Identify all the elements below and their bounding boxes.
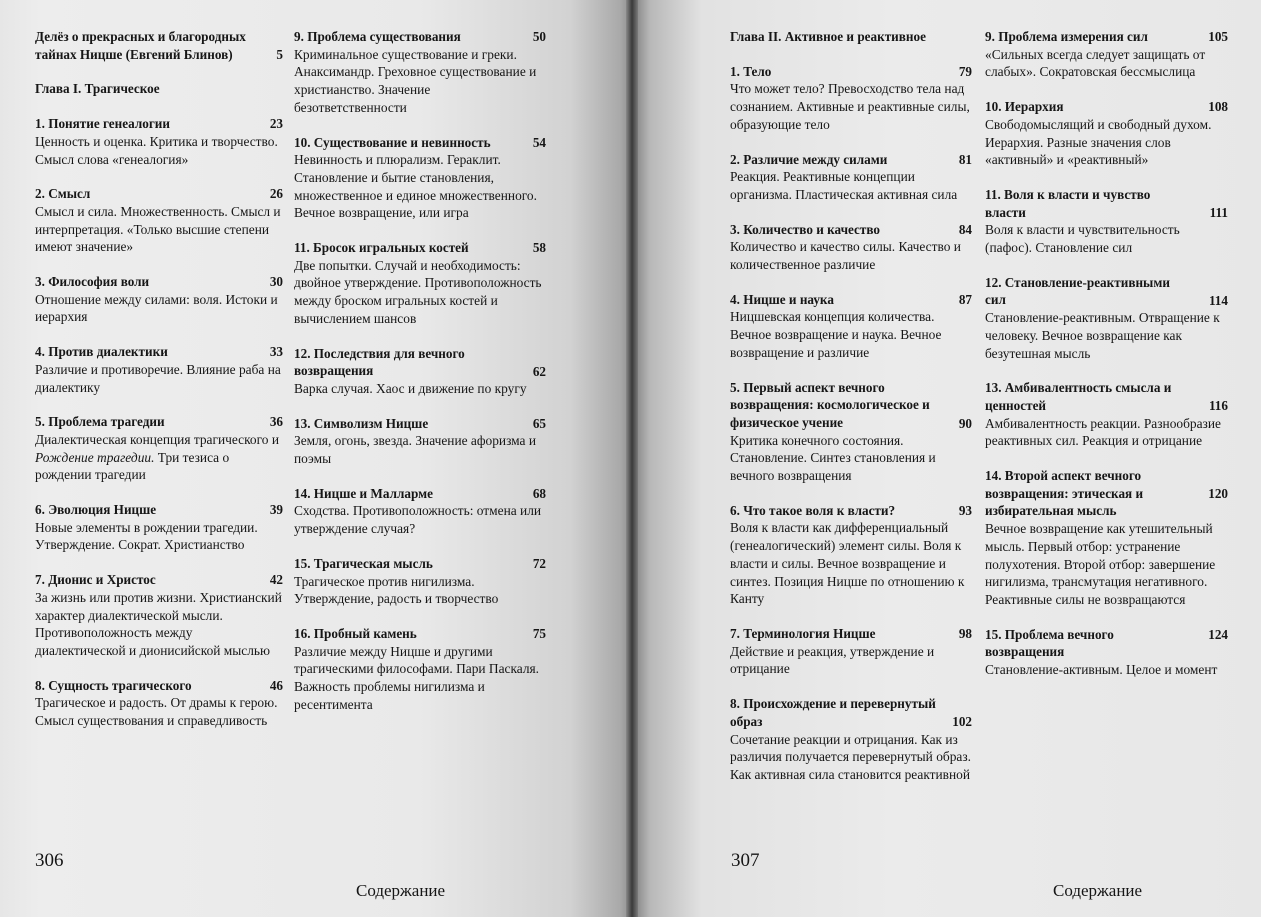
- toc-entry-title: 5. Первый аспект вечного возвращения: космологическое и физическое учение: [730, 379, 930, 430]
- toc-entry-subtopics: Количество и качество силы. Качество и количественное различие: [730, 239, 961, 273]
- toc-entry-page: 114: [1208, 292, 1228, 308]
- toc-entry-title: 4. Ницше и наука: [730, 291, 834, 307]
- toc-entry-page: 42: [269, 572, 283, 588]
- toc-entry-page: 46: [269, 677, 283, 693]
- toc-entry-page: 105: [1208, 29, 1228, 44]
- toc-entry-page: 68: [532, 485, 546, 501]
- toc-entry-title: 1. Тело: [730, 63, 772, 79]
- toc-entry-title: 2. Смысл: [35, 186, 91, 202]
- toc-entry-subtopics: Амбивалентность реакции. Разнообразие реактивных сил. Реакция и отрицание: [985, 415, 1221, 449]
- toc-entry: [294, 485, 546, 538]
- toc-entry: [35, 185, 283, 256]
- toc-column-2: [294, 28, 546, 731]
- toc-entry-subtopics: Ницшевская концепция количества. Вечное возвращение и наука. Вечное возвращение и различие: [730, 309, 942, 360]
- page-number: 307: [731, 850, 760, 871]
- toc-entry-page: 26: [269, 186, 283, 202]
- toc-entry-subtopics: Варка случая. Хаос и движение по кругу: [294, 380, 527, 396]
- toc-entry: [35, 677, 283, 730]
- toc-entry-subtopics: [35, 431, 283, 484]
- toc-entry-subtopics: Становление-реактивным. Отвращение к человеку. Вечное возвращение как безутешная мысль: [985, 310, 1220, 361]
- toc-entry-page: 93: [958, 502, 972, 518]
- toc-entry-page: 124: [1208, 626, 1228, 642]
- running-footer: Содержание: [1053, 881, 1143, 900]
- toc-column-4: [985, 28, 1228, 696]
- toc-entry-title: Делёз о прекрасных и благородных тайнах Ницше (Евгений Блинов): [35, 29, 246, 62]
- toc-entry-subtopics: Сходства. Противоположность: отмена или утверждение случая?: [294, 503, 542, 537]
- toc-entry-page: 90: [958, 415, 972, 431]
- toc-entry-page: 120: [1208, 486, 1228, 502]
- toc-entry-title: 4. Против диалектики: [35, 344, 168, 360]
- toc-entry-subtopics: Действие и реакция, утверждение и отрицание: [730, 643, 935, 677]
- toc-entry-title: 9. Проблема существования: [294, 29, 461, 44]
- toc-entry-title: 8. Происхождение и перевернутый образ: [730, 696, 936, 729]
- toc-entry-subtopics: Две попытки. Случай и необходимость: двойное утверждение. Противоположность между броском игральных костей и вычислением шансов: [294, 257, 542, 326]
- toc-entry: [985, 186, 1228, 257]
- toc-entry-subtopics: Трагическое и радость. От драмы к герою. Смысл существования и справедливость: [35, 695, 278, 729]
- toc-entry-title: 3. Философия воли: [35, 274, 150, 290]
- toc-entry-subtopics: Смысл и сила. Множественность. Смысл и интерпретация. «Только высшие степени имеют значение»: [35, 203, 281, 255]
- toc-entry-subtopics: Реакция. Реактивные концепции организма. Пластическая активная сила: [730, 169, 958, 202]
- toc-entry-title: 9. Проблема измерения сил: [985, 29, 1148, 44]
- toc-entry-subtopics: Отношение между силами: воля. Истоки и иерархия: [35, 291, 278, 325]
- toc-entry-title: 15. Трагическая мысль: [294, 555, 433, 571]
- toc-entry-subtopics: Критика конечного состояния. Становление. Синтез становления и вечного возвращения: [730, 432, 936, 484]
- toc-entry-subtopics: Воля к власти и чувствительность (пафос). Становление сил: [985, 222, 1180, 256]
- toc-entry-title: 3. Количество и качество: [730, 221, 880, 237]
- toc-entry: [294, 415, 546, 468]
- toc-entry-page: 87: [958, 291, 972, 307]
- toc-entry-page: 54: [532, 134, 546, 150]
- toc-entry: [985, 626, 1228, 679]
- subtopics-text: Диалектическая концепция трагического и: [35, 431, 279, 447]
- toc-entry-page: 39: [269, 502, 283, 518]
- toc-entry-subtopics: Сочетание реакции и отрицания. Как из различия получается перевернутый образ. Как активная сила становится реактивной: [730, 731, 971, 782]
- toc-entry: [35, 115, 283, 168]
- toc-entry-intro: [35, 28, 283, 63]
- toc-entry-title: 10. Существование и невинность: [294, 134, 491, 150]
- toc-entry: [294, 555, 546, 608]
- toc-entry-page: 62: [532, 363, 546, 379]
- running-footer: Содержание: [356, 881, 446, 900]
- chapter-heading: Глава I. Трагическое: [35, 81, 160, 97]
- toc-entry-title: 13. Амбивалентность смысла и ценностей: [985, 380, 1172, 413]
- toc-entry-subtopics: Свободомыслящий и свободный духом. Иерархия. Разные значения слов «активный» и «реактивный»: [985, 116, 1212, 168]
- toc-entry: [730, 291, 972, 362]
- toc-entry-page: 23: [269, 116, 283, 132]
- toc-entry: [35, 273, 283, 326]
- toc-entry: [294, 28, 546, 117]
- toc-entry: [730, 63, 972, 134]
- subtopics-text: Три тезиса о рождении трагедии: [35, 449, 230, 483]
- toc-entry: [294, 134, 546, 223]
- toc-entry-title: 7. Терминология Ницше: [730, 625, 876, 641]
- toc-entry-page: 33: [269, 344, 283, 360]
- toc-entry: [985, 98, 1228, 169]
- toc-entry-page: 98: [958, 625, 972, 641]
- toc-entry-title: 6. Эволюция Ницше: [35, 502, 157, 518]
- toc-entry-subtopics: Криминальное существование и греки. Анаксимандр. Греховное существование и христианство. Значение безответственности: [294, 46, 537, 115]
- toc-entry-subtopics: Земля, огонь, звезда. Значение афоризма и поэмы: [294, 433, 537, 467]
- toc-entry-title: 11. Бросок игральных костей: [294, 240, 469, 256]
- book-title-italic: Рождение трагедии.: [35, 449, 155, 465]
- toc-entry: [35, 343, 283, 396]
- toc-entry-title: 14. Второй аспект вечного возвращения: этическая и избирательная мысль: [985, 468, 1144, 519]
- toc-entry-page: 36: [269, 414, 283, 430]
- toc-entry-page: 79: [958, 63, 972, 79]
- toc-entry-title: 15. Проблема вечного возвращения: [985, 626, 1114, 660]
- toc-entry: [985, 274, 1228, 363]
- toc-entry: [35, 501, 283, 554]
- toc-entry-title: 16. Пробный камень: [294, 625, 417, 641]
- toc-entry: [35, 571, 283, 660]
- toc-entry: [730, 151, 972, 204]
- toc-entry-page: 108: [1208, 99, 1228, 115]
- toc-entry-title: 12. Последствия для вечного возвращения: [294, 345, 465, 379]
- toc-entry: [985, 28, 1228, 81]
- toc-entry-subtopics: «Сильных всегда следует защищать от слабых». Сократовская бессмыслица: [985, 46, 1206, 80]
- toc-entry-page: 5: [276, 47, 283, 62]
- toc-entry: [294, 345, 546, 398]
- toc-entry: [730, 695, 972, 784]
- toc-column-3: [730, 28, 972, 801]
- toc-entry-title: 8. Сущность трагического: [35, 677, 192, 693]
- toc-entry-subtopics: Становление-активным. Целое и момент: [985, 662, 1218, 678]
- toc-entry-page: 50: [532, 29, 546, 44]
- toc-entry-page: 84: [958, 221, 972, 237]
- toc-entry-page: 81: [958, 151, 972, 167]
- toc-entry-title: 11. Воля к власти и чувство власти: [985, 186, 1151, 220]
- toc-entry-title: 12. Становление-реактивными сил: [985, 274, 1170, 308]
- toc-entry: [730, 625, 972, 678]
- toc-entry-page: 111: [1209, 204, 1228, 220]
- toc-entry-title: 10. Иерархия: [985, 99, 1064, 115]
- toc-entry-subtopics: Ценность и оценка. Критика и творчество. Смысл слова «генеалогия»: [35, 133, 278, 167]
- toc-entry-subtopics: Различие и противоречие. Влияние раба на диалектику: [35, 361, 281, 395]
- toc-entry: [294, 239, 546, 328]
- toc-entry-page: 58: [532, 240, 546, 256]
- toc-entry-subtopics: Трагическое против нигилизма. Утверждение, радость и творчество: [294, 573, 499, 607]
- toc-entry-subtopics: Новые элементы в рождении трагедии. Утверждение. Сократ. Христианство: [35, 519, 258, 553]
- page-number: 306: [35, 850, 64, 871]
- toc-entry-page: 72: [532, 555, 546, 571]
- toc-entry-subtopics: Невинность и плюрализм. Гераклит. Становление и бытие становления, множественное и единое множественного. Вечное возвращение, или игра: [294, 152, 537, 221]
- toc-column-1: [35, 28, 283, 747]
- toc-entry: [985, 467, 1228, 609]
- toc-entry-page: 102: [952, 714, 972, 730]
- toc-entry-page: 65: [532, 415, 546, 431]
- toc-entry-title: 6. Что такое воля к власти?: [730, 502, 896, 518]
- toc-entry: [294, 625, 546, 714]
- toc-entry-page: 75: [532, 625, 546, 641]
- toc-entry-subtopics: За жизнь или против жизни. Христианский характер диалектической мысли. Противоположность между диалектической и дионисийской мыслью: [35, 589, 282, 658]
- toc-entry-title: 5. Проблема трагедии: [35, 414, 165, 430]
- toc-entry: [985, 379, 1228, 450]
- toc-entry-page: 30: [269, 274, 283, 290]
- toc-entry-subtopics: Вечное возвращение как утешительный мысль. Первый отбор: устранение полухотения. Второй отбор: завершение нигилизма, трансмутация негативного. Реактивные силы не возвращаются: [985, 521, 1216, 607]
- toc-entry-page: 116: [1208, 398, 1228, 414]
- toc-entry-title: 7. Дионис и Христос: [35, 572, 156, 588]
- toc-entry: [35, 413, 283, 484]
- chapter-heading: Глава II. Активное и реактивное: [730, 29, 926, 44]
- toc-entry: [730, 221, 972, 274]
- toc-entry-title: 1. Понятие генеалогии: [35, 116, 171, 132]
- toc-entry: [730, 502, 972, 608]
- toc-entry-subtopics: Различие между Ницше и другими трагическими философами. Пари Паскаля. Важность проблемы нигилизма и ресентимента: [294, 643, 540, 712]
- toc-entry-title: 2. Различие между силами: [730, 151, 888, 167]
- toc-entry-title: 14. Ницше и Малларме: [294, 485, 433, 501]
- toc-entry: [730, 379, 972, 485]
- toc-entry-subtopics: Воля к власти как дифференциальный (генеалогический) элемент силы. Воля к власти и силы. Вечное возвращение и синтез. Позиция Ницше по отношению к Канту: [730, 520, 965, 607]
- toc-entry-subtopics: Что может тело? Превосходство тела над сознанием. Активные и реактивные силы, образующие тело: [730, 81, 970, 132]
- book-gutter: [626, 0, 638, 917]
- toc-entry-title: 13. Символизм Ницше: [294, 415, 429, 431]
